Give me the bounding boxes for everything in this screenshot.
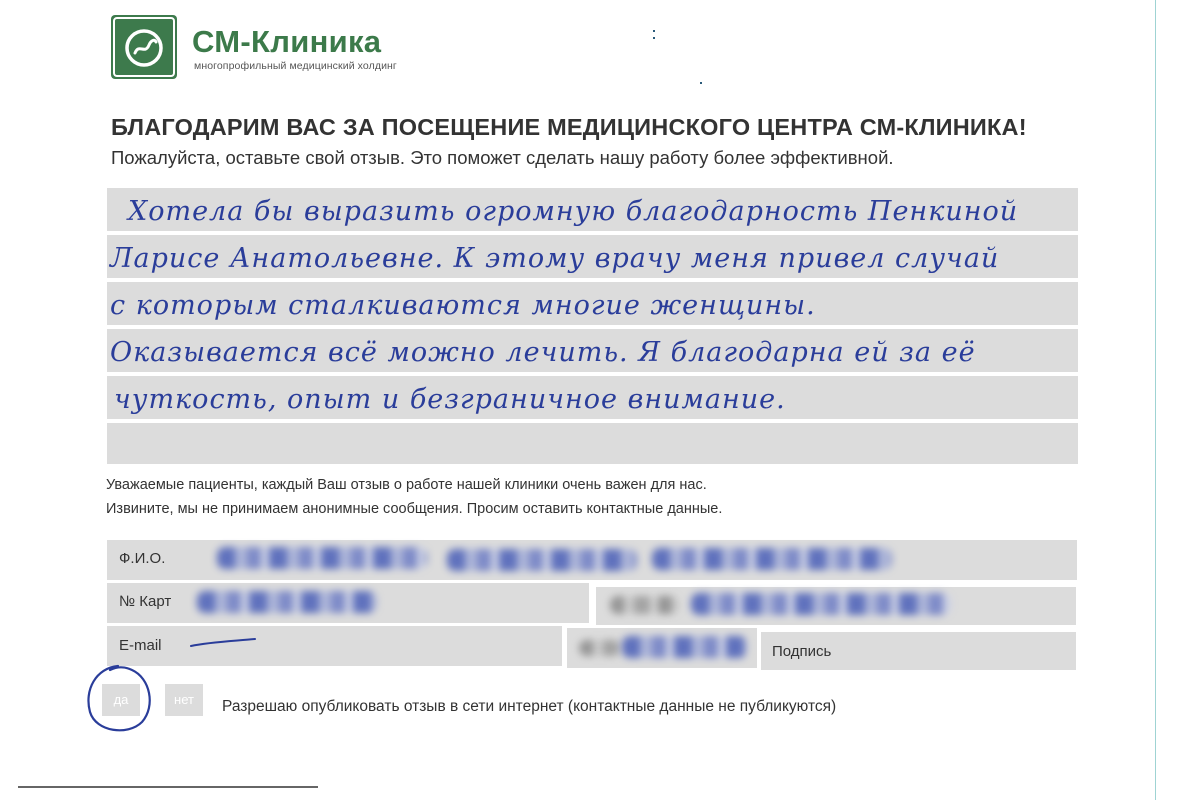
email-field[interactable] xyxy=(107,626,562,666)
consent-text: Разрешаю опубликовать отзыв в сети интернет (контактные данные не публикуются) xyxy=(222,698,837,715)
review-textarea[interactable] xyxy=(107,188,1078,464)
redacted-label xyxy=(579,640,621,656)
signature-field[interactable] xyxy=(761,632,1076,670)
review-line: чуткость, опыт и безграничное внимание. xyxy=(114,384,786,415)
notice-line-2: Извините, мы не принимаем анонимные сообщения. Просим оставить контактные данные. xyxy=(106,501,723,517)
signature-label: Подпись xyxy=(772,643,832,660)
review-line: Ларисе Анатольевне. К этому врачу меня привел случай xyxy=(110,243,1000,274)
brand-tagline: многопрофильный медицинский холдинг xyxy=(194,60,397,72)
review-line: Хотела бы выразить огромную благодарность Пенкиной xyxy=(128,196,1019,227)
consent-no-option[interactable]: нет xyxy=(165,684,203,716)
review-line: Оказывается всё можно лечить. Я благодарна ей за её xyxy=(110,337,976,368)
hand-drawn-circle-mark xyxy=(80,660,160,740)
redacted-name xyxy=(217,547,427,569)
page-title: БЛАГОДАРИМ ВАС ЗА ПОСЕЩЕНИЕ МЕДИЦИНСКОГО ЦЕНТРА СМ-КЛИНИКА! xyxy=(111,114,1027,140)
notice-line-1: Уважаемые пациенты, каждый Ваш отзыв о работе нашей клиники очень важен для нас. xyxy=(106,477,707,493)
fio-field[interactable] xyxy=(107,540,1077,580)
date-field[interactable] xyxy=(567,628,757,668)
card-number-label: № Карт xyxy=(119,593,172,610)
fio-label: Ф.И.О. xyxy=(119,550,166,567)
dash-stroke xyxy=(189,636,259,650)
card-number-field[interactable] xyxy=(107,583,589,623)
scan-bottom-line xyxy=(18,786,318,788)
redacted-date xyxy=(622,636,747,658)
redacted-label xyxy=(610,596,680,614)
snake-circle-logo-icon xyxy=(111,15,177,79)
logo-badge xyxy=(111,15,177,79)
page-subtitle: Пожалуйста, оставьте свой отзыв. Это поможет сделать нашу работу более эффективной. xyxy=(111,147,894,168)
scan-edge-line xyxy=(1155,0,1156,800)
redacted-name xyxy=(447,549,637,571)
redacted-phone xyxy=(691,593,951,615)
redacted-name xyxy=(652,548,892,570)
scan-dot xyxy=(653,37,655,39)
scan-dot xyxy=(653,30,655,32)
email-label: E-mail xyxy=(119,637,162,654)
consent-yes-option[interactable]: да xyxy=(102,684,140,716)
scan-dot xyxy=(700,82,702,84)
brand-name: СМ-Клиника xyxy=(192,24,382,59)
phone-field[interactable] xyxy=(596,587,1076,625)
review-line: с которым сталкиваются многие женщины. xyxy=(110,290,816,321)
redacted-card-number xyxy=(197,591,377,613)
